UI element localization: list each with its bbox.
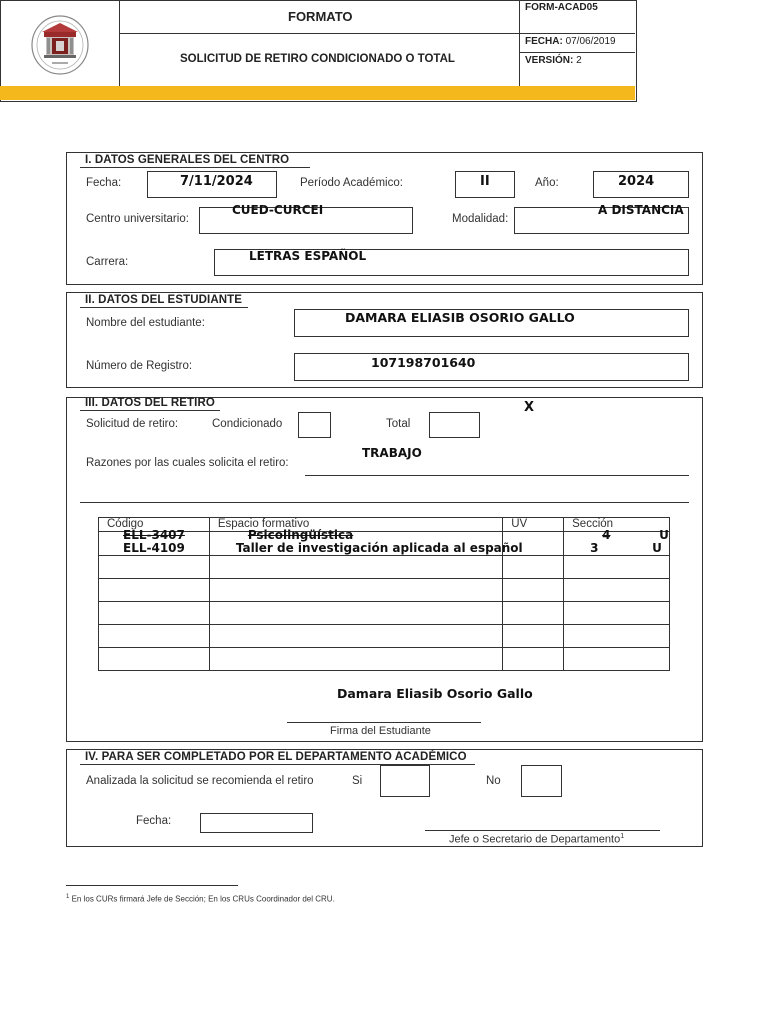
table-row-empty	[99, 625, 670, 648]
razones-line-2	[80, 502, 689, 503]
row1-codigo: ELL-3407	[123, 528, 185, 542]
row1-uv: 4	[602, 528, 611, 542]
nombre-value: DAMARA ELIASIB OSORIO GALLO	[345, 310, 575, 325]
jefe-label: Jefe o Secretario de Departamento$^1$	[449, 833, 625, 846]
table-row-empty	[99, 648, 670, 671]
footnote: $^1$ En los CURs firmará Jefe de Sección; En los CRUs Coordinador del CRU.	[66, 894, 335, 904]
modalidad-value: A DISTANCIA	[598, 203, 684, 217]
solicitud-label: Solicitud de retiro:	[86, 418, 179, 430]
header-codigo: Código	[99, 518, 210, 532]
course-table	[98, 517, 670, 671]
accent-bar	[0, 86, 635, 100]
row1-seccion: U	[659, 528, 669, 542]
form-header	[0, 0, 637, 102]
table-row-empty	[99, 556, 670, 579]
section2-title: II. DATOS DEL ESTUDIANTE	[85, 294, 243, 306]
modalidad-label: Modalidad:	[452, 213, 509, 225]
razones-line	[305, 475, 689, 476]
jefe-line	[425, 830, 660, 831]
section3-title: III. DATOS DEL RETIRO	[85, 397, 215, 409]
fecha-label: Fecha:	[86, 177, 122, 189]
periodo-label: Período Académico:	[300, 177, 403, 189]
total-label: Total	[386, 418, 411, 430]
table-row	[99, 544, 670, 556]
form-date: FECHA: 07/06/2019	[525, 36, 616, 47]
header-seccion: Sección	[564, 518, 670, 532]
nombre-label: Nombre del estudiante:	[86, 317, 205, 329]
si-checkbox[interactable]	[380, 765, 430, 797]
signature-label: Firma del Estudiante	[330, 725, 431, 737]
fecha4-label: Fecha:	[136, 815, 172, 827]
form-version: VERSIÓN: 2	[525, 55, 582, 66]
university-logo	[30, 14, 90, 76]
signature-line	[287, 722, 481, 723]
total-checkbox[interactable]	[429, 412, 480, 438]
header-uv: UV	[503, 518, 564, 532]
form-title: SOLICITUD DE RETIRO CONDICIONADO O TOTAL	[180, 53, 455, 65]
no-checkbox[interactable]	[521, 765, 562, 797]
razones-label: Razones por las cuales solicita el retiro:	[86, 457, 289, 469]
registro-field[interactable]	[294, 353, 689, 381]
form-code: FORM-ACAD05	[525, 2, 598, 13]
condicionado-checkbox[interactable]	[298, 412, 331, 438]
table-row-empty	[99, 579, 670, 602]
condicionado-label: Condicionado	[212, 418, 283, 430]
razones-value: TRABAJO	[362, 446, 422, 460]
header-espacio: Espacio formativo	[209, 518, 502, 532]
fecha4-field[interactable]	[200, 813, 313, 833]
format-label: FORMATO	[288, 9, 353, 24]
centro-label: Centro universitario:	[86, 213, 189, 225]
si-label: Si	[352, 775, 363, 787]
registro-value: 107198701640	[371, 355, 476, 370]
no-label: No	[486, 775, 501, 787]
registro-label: Número de Registro:	[86, 360, 193, 372]
row1-espacio: Psicolingüística	[247, 528, 354, 542]
total-mark: X	[524, 400, 535, 415]
row2-espacio: Taller de investigación aplicada al español	[235, 540, 523, 555]
analizada-label: Analizada la solicitud se recomienda el retiro	[86, 775, 314, 787]
carrera-value: LETRAS ESPAÑOL	[249, 249, 367, 263]
row2-seccion: U	[652, 540, 662, 555]
row2-codigo: ELL-4109	[123, 540, 185, 555]
footnote-rule	[66, 885, 238, 886]
anio-value: 2024	[618, 174, 655, 189]
periodo-value: II	[480, 174, 490, 189]
carrera-label: Carrera:	[86, 256, 129, 268]
section1-title: I. DATOS GENERALES DEL CENTRO	[85, 154, 290, 166]
fecha-value: 7/11/2024	[180, 174, 253, 189]
centro-value: CUED-CURCEI	[232, 203, 324, 217]
signature-name: Damara Eliasib Osorio Gallo	[337, 686, 533, 701]
anio-label: Año:	[535, 177, 559, 189]
row2-uv: 3	[590, 540, 599, 555]
table-row-empty	[99, 602, 670, 625]
section4-title: IV. PARA SER COMPLETADO POR EL DEPARTAMENTO ACADÉMICO	[85, 751, 467, 763]
